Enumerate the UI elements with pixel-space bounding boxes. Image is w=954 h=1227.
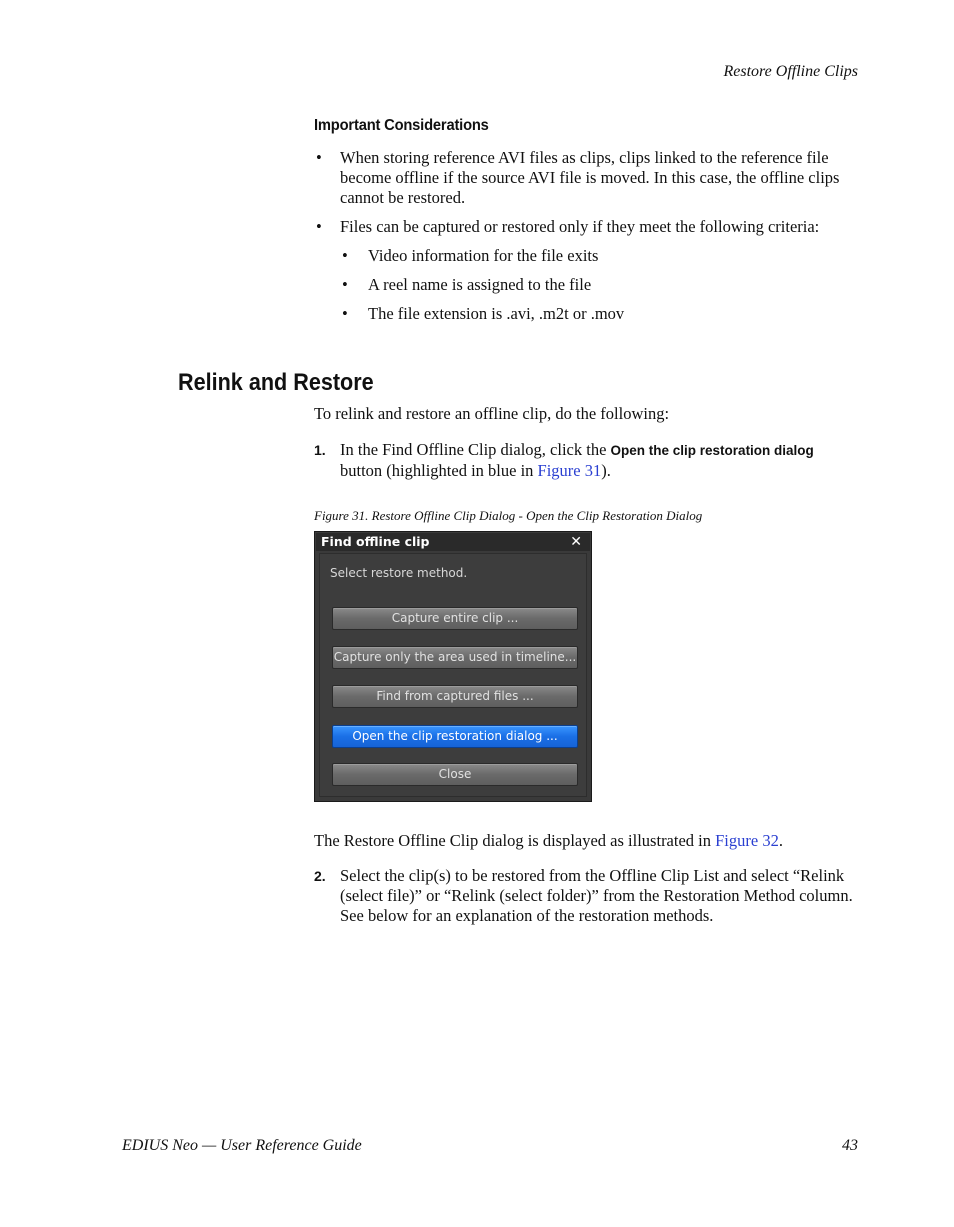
sub-list-item-text: A reel name is assigned to the file bbox=[368, 275, 592, 294]
dialog-title: Find offline clip bbox=[321, 534, 430, 549]
capture-timeline-area-button[interactable]: Capture only the area used in timeline... bbox=[332, 646, 578, 669]
footer-guide-title: EDIUS Neo — User Reference Guide bbox=[122, 1137, 362, 1154]
sub-list-item bbox=[314, 275, 874, 295]
bullet-icon: • bbox=[316, 217, 322, 236]
close-button[interactable]: Close bbox=[332, 763, 578, 786]
list-item-text: Files can be captured or restored only if they meet the following criteria: bbox=[340, 217, 820, 236]
bullet-icon: • bbox=[342, 246, 348, 265]
bullet-icon: • bbox=[316, 148, 322, 167]
open-restoration-dialog-button[interactable]: Open the clip restoration dialog ... bbox=[332, 725, 578, 748]
step-text: button (highlighted in blue in bbox=[340, 461, 538, 480]
considerations-heading: Important Considerations bbox=[314, 117, 489, 134]
sub-list-item bbox=[314, 304, 874, 324]
step-1 bbox=[314, 440, 854, 481]
find-offline-clip-dialog bbox=[314, 531, 592, 802]
close-icon[interactable]: ✕ bbox=[570, 534, 582, 550]
step-number: 1. bbox=[314, 442, 326, 458]
figure-32-link[interactable]: Figure 32 bbox=[715, 831, 779, 850]
paragraph-text: The Restore Offline Clip dialog is displayed as illustrated in bbox=[314, 831, 716, 850]
running-header: Restore Offline Clips bbox=[723, 63, 858, 80]
figure-31-link[interactable]: Figure 31 bbox=[537, 461, 602, 480]
dialog-title-bar bbox=[316, 533, 590, 551]
dialog-body bbox=[319, 553, 587, 797]
capture-entire-clip-button[interactable]: Capture entire clip ... bbox=[332, 607, 578, 630]
after-figure-text bbox=[314, 831, 783, 851]
step-2 bbox=[314, 866, 854, 926]
section-intro: To relink and restore an offline clip, do the following: bbox=[314, 404, 670, 423]
list-item bbox=[314, 217, 874, 237]
sub-list-item bbox=[314, 246, 874, 266]
ui-label: Open the clip restoration dialog bbox=[610, 443, 814, 458]
section-heading: Relink and Restore bbox=[178, 369, 374, 396]
step-number: 2. bbox=[314, 868, 326, 884]
paragraph-text: . bbox=[778, 831, 783, 850]
step-text: ). bbox=[601, 461, 611, 480]
step-text: Select the clip(s) to be restored from the Offline Clip List and select “Relink (select file)” or “Relink (select folder)” from the Restoration Method column. See below for an explanation of the restoration methods. bbox=[340, 866, 853, 925]
find-captured-files-button[interactable]: Find from captured files ... bbox=[332, 685, 578, 708]
list-item-text: When storing reference AVI files as clips, clips linked to the reference file become offline if the source AVI file is moved. In this case, the offline clips cannot be restored. bbox=[340, 148, 840, 207]
sub-list-item-text: Video information for the file exits bbox=[368, 246, 599, 265]
sub-list-item-text: The file extension is .avi, .m2t or .mov bbox=[368, 304, 625, 323]
step-text: In the Find Offline Clip dialog, click the bbox=[340, 440, 611, 459]
page-number: 43 bbox=[842, 1137, 858, 1154]
figure-caption: Figure 31. Restore Offline Clip Dialog - Open the Clip Restoration Dialog bbox=[314, 508, 703, 523]
list-item bbox=[314, 148, 874, 208]
considerations-list bbox=[314, 148, 874, 333]
dialog-prompt: Select restore method. bbox=[330, 566, 468, 580]
bullet-icon: • bbox=[342, 304, 348, 323]
bullet-icon: • bbox=[342, 275, 348, 294]
